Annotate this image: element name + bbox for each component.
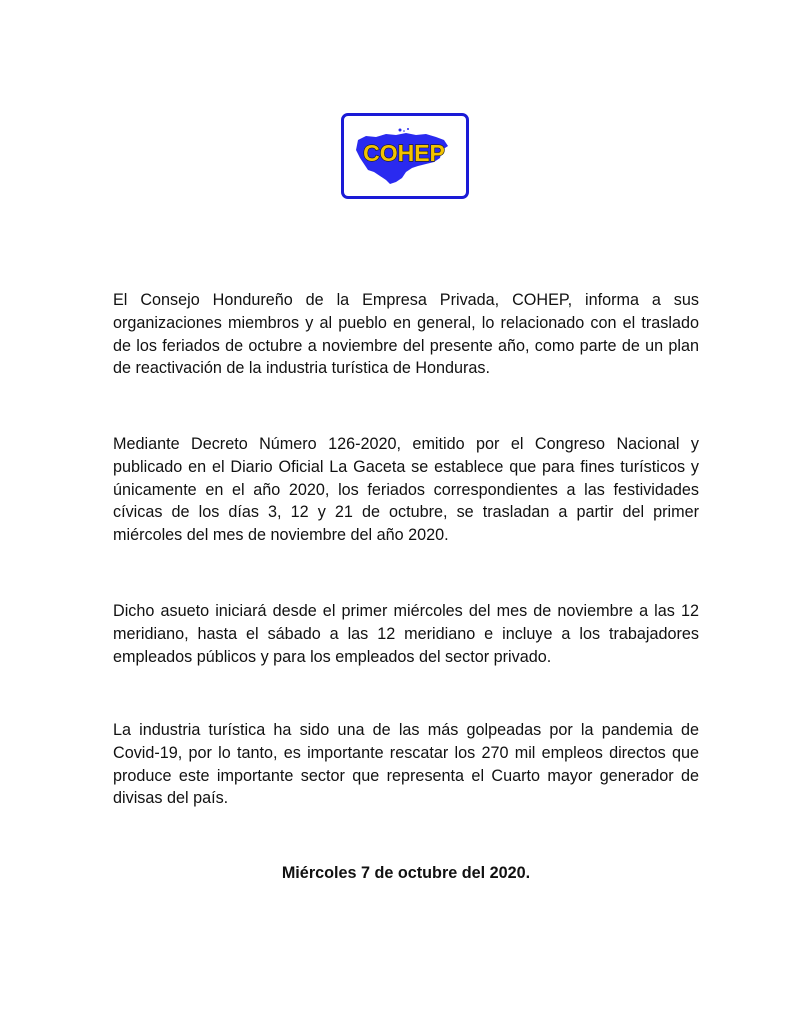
date-line: Miércoles 7 de octubre del 2020.: [281, 864, 531, 882]
paragraph-decree: Mediante Decreto Número 126-2020, emitido por el Congreso Nacional y publicado en el Diario Oficial La Gaceta se establece que para fines turísticos y únicamente en el año 2020, los feriados correspondientes a las festividades cívicas de los días 3, 12 y 21 de octubre, se trasladan a partir del primer miércoles del mes de noviembre del año 2020.: [113, 435, 699, 545]
honduras-map-icon: [344, 116, 466, 196]
paragraph-intro: El Consejo Hondureño de la Empresa Privada, COHEP, informa a sus organizaciones miembros y al pueblo en general, lo relacionado con el traslado de los feriados de octubre a noviembre del presente año, como parte de un plan de reactivación de la industria turística de Honduras.: [113, 291, 699, 378]
paragraph-holiday-schedule: Dicho asueto iniciará desde el primer miércoles del mes de noviembre a las 12 meridiano, hasta el sábado a las 12 meridiano e incluye a los trabajadores empleados públicos y para los empleados del sector privado.: [113, 602, 699, 666]
paragraph-tourism-industry: La industria turística ha sido una de las más golpeadas por la pandemia de Covid-19, por lo tanto, es importante rescatar los 270 mil empleos directos que produce este importante sector que representa el Cuarto mayor generador de divisas del país.: [113, 721, 699, 808]
cohep-logo: [341, 113, 469, 199]
logo-text: COHEP: [363, 140, 445, 166]
